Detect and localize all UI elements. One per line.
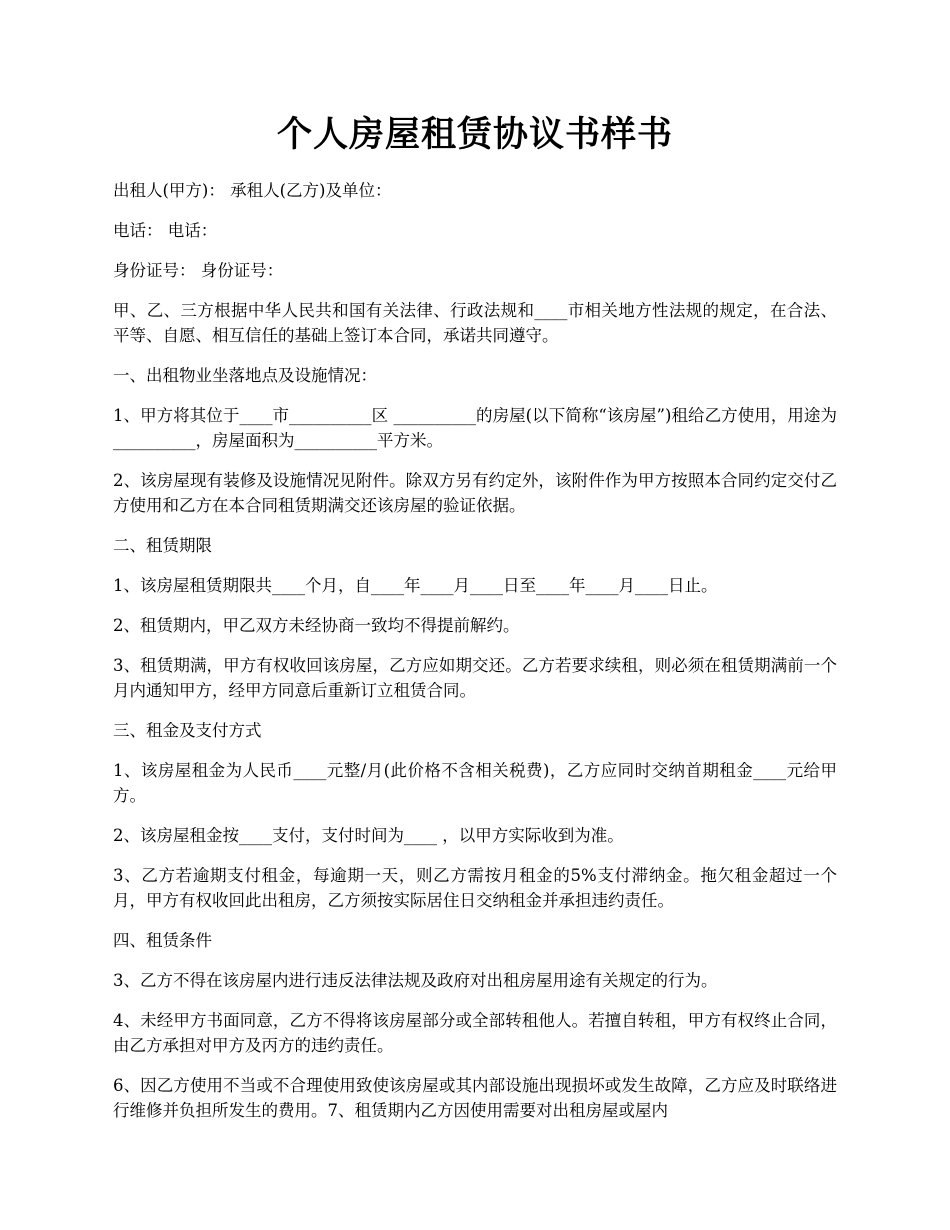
paragraph-id-number: 身份证号： 身份证号： [113, 261, 284, 280]
paragraph-property-facilities: 2、该房屋现有装修及设施情况见附件。除双方另有约定外，该附件作为甲方按照本合同约定交付乙方使用和乙方在本合同租赁期满交还该房屋的验证依据。 [113, 471, 837, 515]
paragraph-conditions-legal-use: 3、乙方不得在该房屋内进行违反法律法规及政府对出租房屋用途有关规定的行为。 [113, 971, 718, 990]
paragraph-phone: 电话： 电话： [113, 221, 218, 240]
paragraph-term-no-early-termination: 2、租赁期内，甲乙双方未经协商一致均不得提前解约。 [113, 616, 520, 635]
paragraph-lessor-lessee: 出租人(甲方)： 承租人(乙方)及单位： [113, 181, 392, 200]
paragraph-preamble: 甲、乙、三方根据中华人民共和国有关法律、行政法规和____市相关地方性法规的规定，在合法、平等、自愿、相互信任的基础上签订本合同，承诺共同遵守。 [113, 301, 837, 345]
paragraph-property-location: 1、甲方将其位于____市__________区 __________的房屋(以下简称“该房屋”)租给乙方使用，用途为__________，房屋面积为__________平方米。 [113, 406, 837, 450]
section-heading-rent: 三、租金及支付方式 [113, 721, 262, 740]
paragraph-conditions-sublet: 4、未经甲方书面同意，乙方不得将该房屋部分或全部转租他人。若擅自转租，甲方有权终止合同，由乙方承担对甲方及丙方的违约责任。 [113, 1011, 837, 1055]
section-heading-property: 一、出租物业坐落地点及设施情况： [113, 366, 377, 385]
document-body [113, 178, 837, 1138]
section-heading-conditions: 四、租赁条件 [113, 931, 212, 950]
paragraph-rent-amount: 1、该房屋租金为人民币____元整/月(此价格不含相关税费)，乙方应同时交纳首期租金____元给甲方。 [113, 761, 837, 805]
paragraph-term-renewal: 3、租赁期满，甲方有权收回该房屋，乙方应如期交还。乙方若要求续租，则必须在租赁期满前一个月内通知甲方，经甲方同意后重新订立租赁合同。 [113, 656, 837, 700]
paragraph-term-period: 1、该房屋租赁期限共____个月，自____年____月____日至____年____月____日止。 [113, 576, 718, 595]
document-title: 个人房屋租赁协议书样书 [276, 114, 673, 155]
paragraph-conditions-repair: 6、因乙方使用不当或不合理使用致使该房屋或其内部设施出现损坏或发生故障，乙方应及时联络进行维修并负担所发生的费用。7、租赁期内乙方因使用需要对出租房屋或屋内 [113, 1076, 837, 1120]
paragraph-rent-payment: 2、该房屋租金按____支付，支付时间为____ ，以甲方实际收到为准。 [113, 826, 624, 845]
section-heading-term: 二、租赁期限 [113, 536, 212, 555]
paragraph-rent-late-fee: 3、乙方若逾期支付租金，每逾期一天，则乙方需按月租金的5%支付滞纳金。拖欠租金超过一个月，甲方有权收回此出租房，乙方须按实际居住日交纳租金并承担违约责任。 [113, 866, 837, 910]
